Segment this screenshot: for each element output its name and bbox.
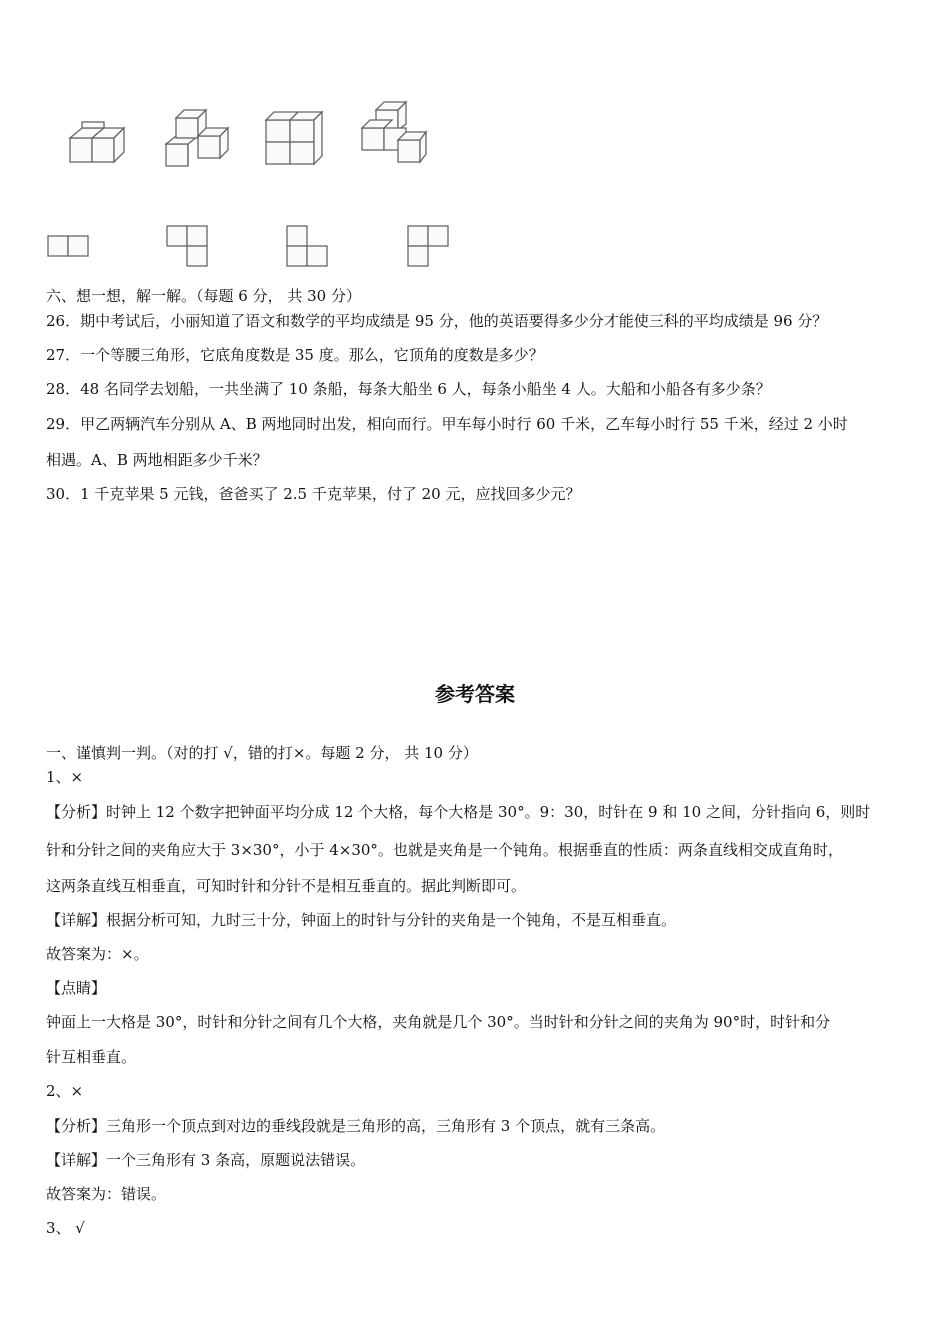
answer-2-label: 2、× — [46, 1082, 84, 1100]
question-28: 28．48 名同学去划船，一共坐满了 10 条船，每条大船坐 6 人，每条小船坐 4 人。大船和小船各有多少条？ — [46, 380, 771, 398]
question-27: 27．一个等腰三角形，它底角度数是 35 度。那么，它顶角的度数是多少？ — [46, 346, 544, 364]
answer-1-detail: 【详解】根据分析可知，九时三十分，钟面上的时针与分针的夹角是一个钝角，不是互相垂直。 — [46, 911, 677, 929]
answer-1-analysis-line-1: 【分析】时钟上 12 个数字把钟面平均分成 12 个大格，每个大格是 30°。9：30，时针在 9 和 10 之间，分针指向 6，则时 — [46, 803, 871, 821]
answer-1-tip-line-2: 针互相垂直。 — [46, 1048, 137, 1066]
answer-2-conclusion: 故答案为：错误。 — [46, 1185, 167, 1203]
view-figure-1 — [46, 234, 92, 258]
view-figure-3 — [285, 224, 331, 268]
view-figure-4 — [406, 224, 452, 268]
question-26: 26．期中考试后，小丽知道了语文和数学的平均成绩是 95 分，他的英语要得多少分才能使三科的平均成绩是 96 分？ — [46, 312, 828, 330]
question-29-line-1: 29．甲乙两辆汽车分别从 A、B 两地同时出发，相向而行。甲车每小时行 60 千米，乙车每小时行 55 千米，经过 2 小时 — [46, 415, 848, 433]
answer-1-analysis-line-2: 针和分针之间的夹角应大于 3×30°，小于 4×30°。也就是夹角是一个钝角。根据垂直的性质：两条直线相交成直角时， — [46, 841, 843, 859]
cube-figure-4 — [356, 98, 428, 168]
section-6-heading: 六、想一想，解一解。（每题 6 分， 共 30 分） — [46, 287, 361, 305]
answer-2-analysis: 【分析】三角形一个顶点到对边的垂线段就是三角形的高，三角形有 3 个顶点，就有三条高。 — [46, 1117, 666, 1135]
cube-figure-3 — [262, 108, 326, 168]
answers-title: 参考答案 — [435, 682, 515, 706]
answers-section-1-heading: 一、谨慎判一判。（对的打 √，错的打×。每题 2 分， 共 10 分） — [46, 744, 478, 762]
answer-1-tip-line-1: 钟面上一大格是 30°，时针和分针之间有几个大格，夹角就是几个 30°。当时针和分针之间的夹角为 90°时，时针和分 — [46, 1013, 831, 1031]
answer-3-label: 3、 √ — [46, 1219, 85, 1237]
answer-1-label: 1、× — [46, 768, 84, 786]
cube-figure-1 — [66, 118, 126, 168]
cube-figure-2 — [160, 104, 230, 170]
answer-2-detail: 【详解】一个三角形有 3 条高，原题说法错误。 — [46, 1151, 366, 1169]
answer-1-conclusion: 故答案为：×。 — [46, 945, 149, 963]
answer-1-analysis-line-3: 这两条直线互相垂直，可知时针和分针不是相互垂直的。据此判断即可。 — [46, 877, 527, 895]
question-30: 30．1 千克苹果 5 元钱，爸爸买了 2.5 千克苹果，付了 20 元，应找回多少元？ — [46, 485, 581, 503]
question-29-line-2: 相遇。A、B 两地相距多少千米？ — [46, 451, 268, 469]
view-figure-2 — [165, 224, 211, 268]
answer-1-tip-heading: 【点睛】 — [46, 979, 107, 997]
